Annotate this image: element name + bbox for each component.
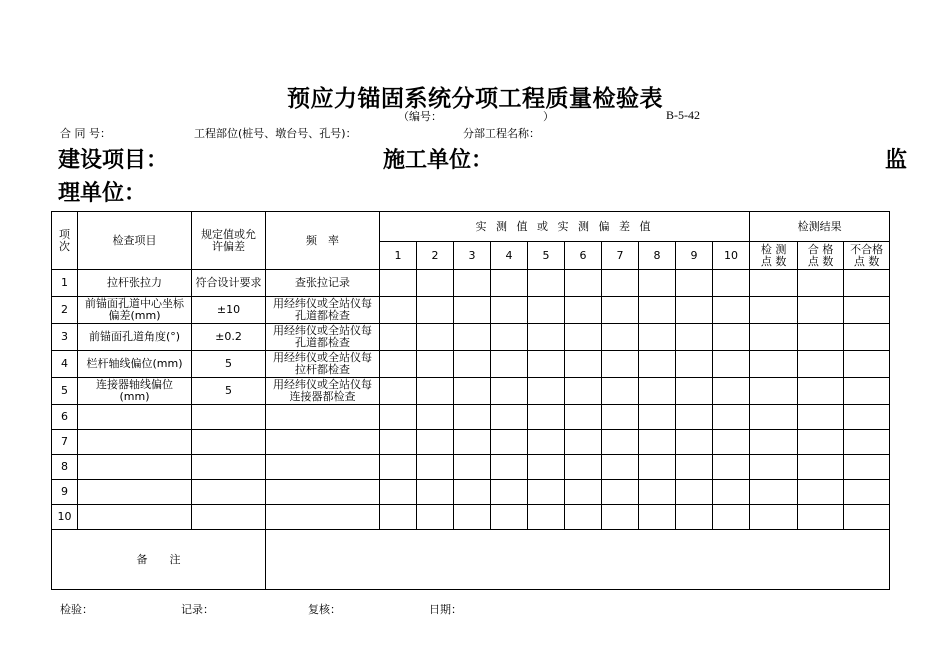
header-measure-col: 3 [454,242,491,270]
measure-cell[interactable] [602,378,639,405]
measure-cell[interactable] [417,270,454,297]
measure-cell[interactable] [602,297,639,324]
measure-cell[interactable] [639,351,676,378]
measure-cell[interactable] [528,455,565,480]
measure-cell[interactable] [713,270,750,297]
row-frequency: 用经纬仪或全站仪每连接器都检查 [266,378,380,405]
result-cell[interactable] [844,455,890,480]
row-tolerance: ±10 [192,297,266,324]
subproject-label: 分部工程名称： [463,127,540,140]
header-result-inspected: 检 测 点 数 [750,242,798,270]
measure-cell[interactable] [380,405,417,430]
row-item [78,505,192,530]
measure-cell[interactable] [491,505,528,530]
measure-cell[interactable] [676,430,713,455]
header-result-passed: 合 格 点 数 [798,242,844,270]
measure-cell[interactable] [713,378,750,405]
header-measure-col: 1 [380,242,417,270]
measure-cell[interactable] [565,405,602,430]
row-index: 4 [52,351,78,378]
measure-cell[interactable] [491,270,528,297]
result-cell[interactable] [750,324,798,351]
measure-cell[interactable] [454,505,491,530]
result-cell[interactable] [750,297,798,324]
measure-cell[interactable] [565,297,602,324]
result-cell[interactable] [798,324,844,351]
measure-cell[interactable] [602,455,639,480]
serial-label: （编号： [398,110,442,123]
row-item [78,455,192,480]
result-cell[interactable] [844,297,890,324]
measure-cell[interactable] [676,480,713,505]
row-frequency [266,430,380,455]
header-measure-col: 9 [676,242,713,270]
measure-cell[interactable] [676,324,713,351]
result-cell[interactable] [844,270,890,297]
measure-cell[interactable] [713,455,750,480]
result-cell[interactable] [844,405,890,430]
result-cell[interactable] [798,270,844,297]
row-item: 栏杆轴线偏位(mm) [78,351,192,378]
table-row [52,297,890,324]
measure-cell[interactable] [380,351,417,378]
row-index: 9 [52,480,78,505]
supervision-label-part1: 监 [885,148,908,173]
result-cell[interactable] [750,430,798,455]
location-label: 工程部位(桩号、墩台号、孔号)： [194,127,357,140]
measure-cell[interactable] [639,430,676,455]
row-frequency [266,505,380,530]
measure-cell[interactable] [565,351,602,378]
measure-cell[interactable] [676,405,713,430]
row-item: 前锚面孔道中心坐标偏差(mm) [78,297,192,324]
measure-cell[interactable] [380,480,417,505]
measure-cell[interactable] [454,351,491,378]
form-code: B-5-42 [666,108,700,122]
measure-cell[interactable] [528,430,565,455]
measure-cell[interactable] [639,270,676,297]
row-tolerance: ±0.2 [192,324,266,351]
row-tolerance: 5 [192,351,266,378]
measure-cell[interactable] [417,505,454,530]
measure-cell[interactable] [639,505,676,530]
result-cell[interactable] [844,430,890,455]
measure-cell[interactable] [380,505,417,530]
footer-date: 日期： [429,603,462,616]
header-tolerance: 规定值或允许偏差 [192,212,266,270]
measure-cell[interactable] [491,405,528,430]
measure-cell[interactable] [454,430,491,455]
measure-cell[interactable] [565,430,602,455]
measure-cell[interactable] [417,430,454,455]
footer-review: 复核： [308,603,341,616]
row-tolerance: 符合设计要求 [192,270,266,297]
header-item: 检查项目 [78,212,192,270]
row-frequency: 用经纬仪或全站仪每孔道都检查 [266,324,380,351]
measure-cell[interactable] [602,405,639,430]
row-index: 2 [52,297,78,324]
measure-cell[interactable] [713,405,750,430]
measure-cell[interactable] [676,378,713,405]
result-cell[interactable] [844,505,890,530]
measure-cell[interactable] [676,297,713,324]
row-index: 3 [52,324,78,351]
measure-cell[interactable] [602,505,639,530]
row-frequency: 用经纬仪或全站仪每孔道都检查 [266,297,380,324]
row-index: 5 [52,378,78,405]
serial-close: ） [543,110,554,123]
measure-cell[interactable] [417,378,454,405]
result-cell[interactable] [844,480,890,505]
measure-cell[interactable] [639,297,676,324]
form-title: 预应力锚固系统分项工程质量检验表 [287,86,663,112]
measure-cell[interactable] [491,351,528,378]
measure-cell[interactable] [528,405,565,430]
row-frequency [266,480,380,505]
row-item [78,430,192,455]
header-result-failed: 不合格点 数 [844,242,890,270]
remarks-label: 备 注 [52,530,266,590]
measure-cell[interactable] [380,378,417,405]
result-cell[interactable] [798,505,844,530]
supervision-label-part2: 理单位： [58,181,147,206]
measure-cell[interactable] [454,324,491,351]
row-frequency [266,455,380,480]
measure-cell[interactable] [454,455,491,480]
measure-cell[interactable] [602,351,639,378]
measure-cell[interactable] [528,324,565,351]
table-row [52,455,890,480]
row-item: 连接器轴线偏位(mm) [78,378,192,405]
measure-cell[interactable] [491,430,528,455]
header-measure-col: 10 [713,242,750,270]
row-index: 6 [52,405,78,430]
header-measured-group: 实 测 值 或 实 测 偏 差 值 [380,212,750,242]
construction-project-label: 建设项目： [58,148,169,173]
row-index: 10 [52,505,78,530]
measure-cell[interactable] [380,430,417,455]
measure-cell[interactable] [639,455,676,480]
row-item [78,405,192,430]
result-cell[interactable] [798,351,844,378]
result-cell[interactable] [844,378,890,405]
measure-cell[interactable] [454,270,491,297]
measure-cell[interactable] [639,480,676,505]
measure-cell[interactable] [380,455,417,480]
measure-cell[interactable] [713,324,750,351]
measure-cell[interactable] [417,324,454,351]
row-index: 8 [52,455,78,480]
table-row [52,378,890,405]
row-frequency [266,405,380,430]
measure-cell[interactable] [454,378,491,405]
row-index: 7 [52,430,78,455]
measure-cell[interactable] [528,480,565,505]
measure-cell[interactable] [565,455,602,480]
measure-cell[interactable] [565,324,602,351]
header-measure-col: 6 [565,242,602,270]
header-frequency: 频 率 [266,212,380,270]
measure-cell[interactable] [713,297,750,324]
result-cell[interactable] [798,430,844,455]
result-cell[interactable] [798,455,844,480]
measure-cell[interactable] [713,505,750,530]
footer-record: 记录： [181,603,214,616]
row-tolerance: 5 [192,378,266,405]
result-cell[interactable] [750,455,798,480]
table-row [52,270,890,297]
row-tolerance [192,430,266,455]
row-item: 拉杆张拉力 [78,270,192,297]
inspection-table [51,211,890,590]
measure-cell[interactable] [639,378,676,405]
measure-cell[interactable] [713,351,750,378]
measure-cell[interactable] [528,270,565,297]
header-measure-col: 8 [639,242,676,270]
remarks-field[interactable] [266,530,890,590]
measure-cell[interactable] [565,378,602,405]
measure-cell[interactable] [417,405,454,430]
measure-cell[interactable] [491,378,528,405]
measure-cell[interactable] [417,480,454,505]
contract-label: 合 同 号： [60,127,111,140]
measure-cell[interactable] [602,480,639,505]
measure-cell[interactable] [602,324,639,351]
header-measure-col: 4 [491,242,528,270]
header-index: 项次 [52,212,78,270]
measure-cell[interactable] [417,455,454,480]
measure-cell[interactable] [713,480,750,505]
measure-cell[interactable] [676,455,713,480]
result-cell[interactable] [750,270,798,297]
measure-cell[interactable] [491,297,528,324]
table-row [52,351,890,378]
result-cell[interactable] [798,405,844,430]
table-row [52,430,890,455]
measure-cell[interactable] [380,324,417,351]
result-cell[interactable] [798,378,844,405]
row-tolerance [192,505,266,530]
measure-cell[interactable] [417,351,454,378]
row-item: 前锚面孔道角度(°) [78,324,192,351]
row-index: 1 [52,270,78,297]
measure-cell[interactable] [528,297,565,324]
result-cell[interactable] [750,405,798,430]
result-cell[interactable] [750,505,798,530]
result-cell[interactable] [844,324,890,351]
measure-cell[interactable] [602,270,639,297]
measure-cell[interactable] [491,324,528,351]
measure-cell[interactable] [417,297,454,324]
measure-cell[interactable] [528,351,565,378]
row-tolerance [192,480,266,505]
result-cell[interactable] [798,297,844,324]
construction-unit-label: 施工单位： [383,148,494,173]
table-row [52,405,890,430]
measure-cell[interactable] [565,480,602,505]
header-measure-col: 2 [417,242,454,270]
result-cell[interactable] [750,351,798,378]
measure-cell[interactable] [454,297,491,324]
result-cell[interactable] [750,480,798,505]
measure-cell[interactable] [676,270,713,297]
row-item [78,480,192,505]
row-tolerance [192,405,266,430]
result-cell[interactable] [750,378,798,405]
measure-cell[interactable] [491,455,528,480]
measure-cell[interactable] [380,297,417,324]
measure-cell[interactable] [676,351,713,378]
measure-cell[interactable] [380,270,417,297]
measure-cell[interactable] [454,480,491,505]
header-measure-col: 7 [602,242,639,270]
header-result-group: 检测结果 [750,212,890,242]
header-measure-col: 5 [528,242,565,270]
footer-inspect: 检验： [60,603,93,616]
row-tolerance [192,455,266,480]
measure-cell[interactable] [491,480,528,505]
measure-cell[interactable] [713,430,750,455]
measure-cell[interactable] [639,405,676,430]
measure-cell[interactable] [639,324,676,351]
table-row [52,480,890,505]
table-row [52,505,890,530]
result-cell[interactable] [798,480,844,505]
measure-cell[interactable] [528,505,565,530]
row-frequency: 用经纬仪或全站仪每拉杆都检查 [266,351,380,378]
measure-cell[interactable] [454,405,491,430]
measure-cell[interactable] [565,505,602,530]
measure-cell[interactable] [528,378,565,405]
measure-cell[interactable] [602,430,639,455]
measure-cell[interactable] [676,505,713,530]
measure-cell[interactable] [565,270,602,297]
table-row [52,324,890,351]
result-cell[interactable] [844,351,890,378]
row-frequency: 查张拉记录 [266,270,380,297]
